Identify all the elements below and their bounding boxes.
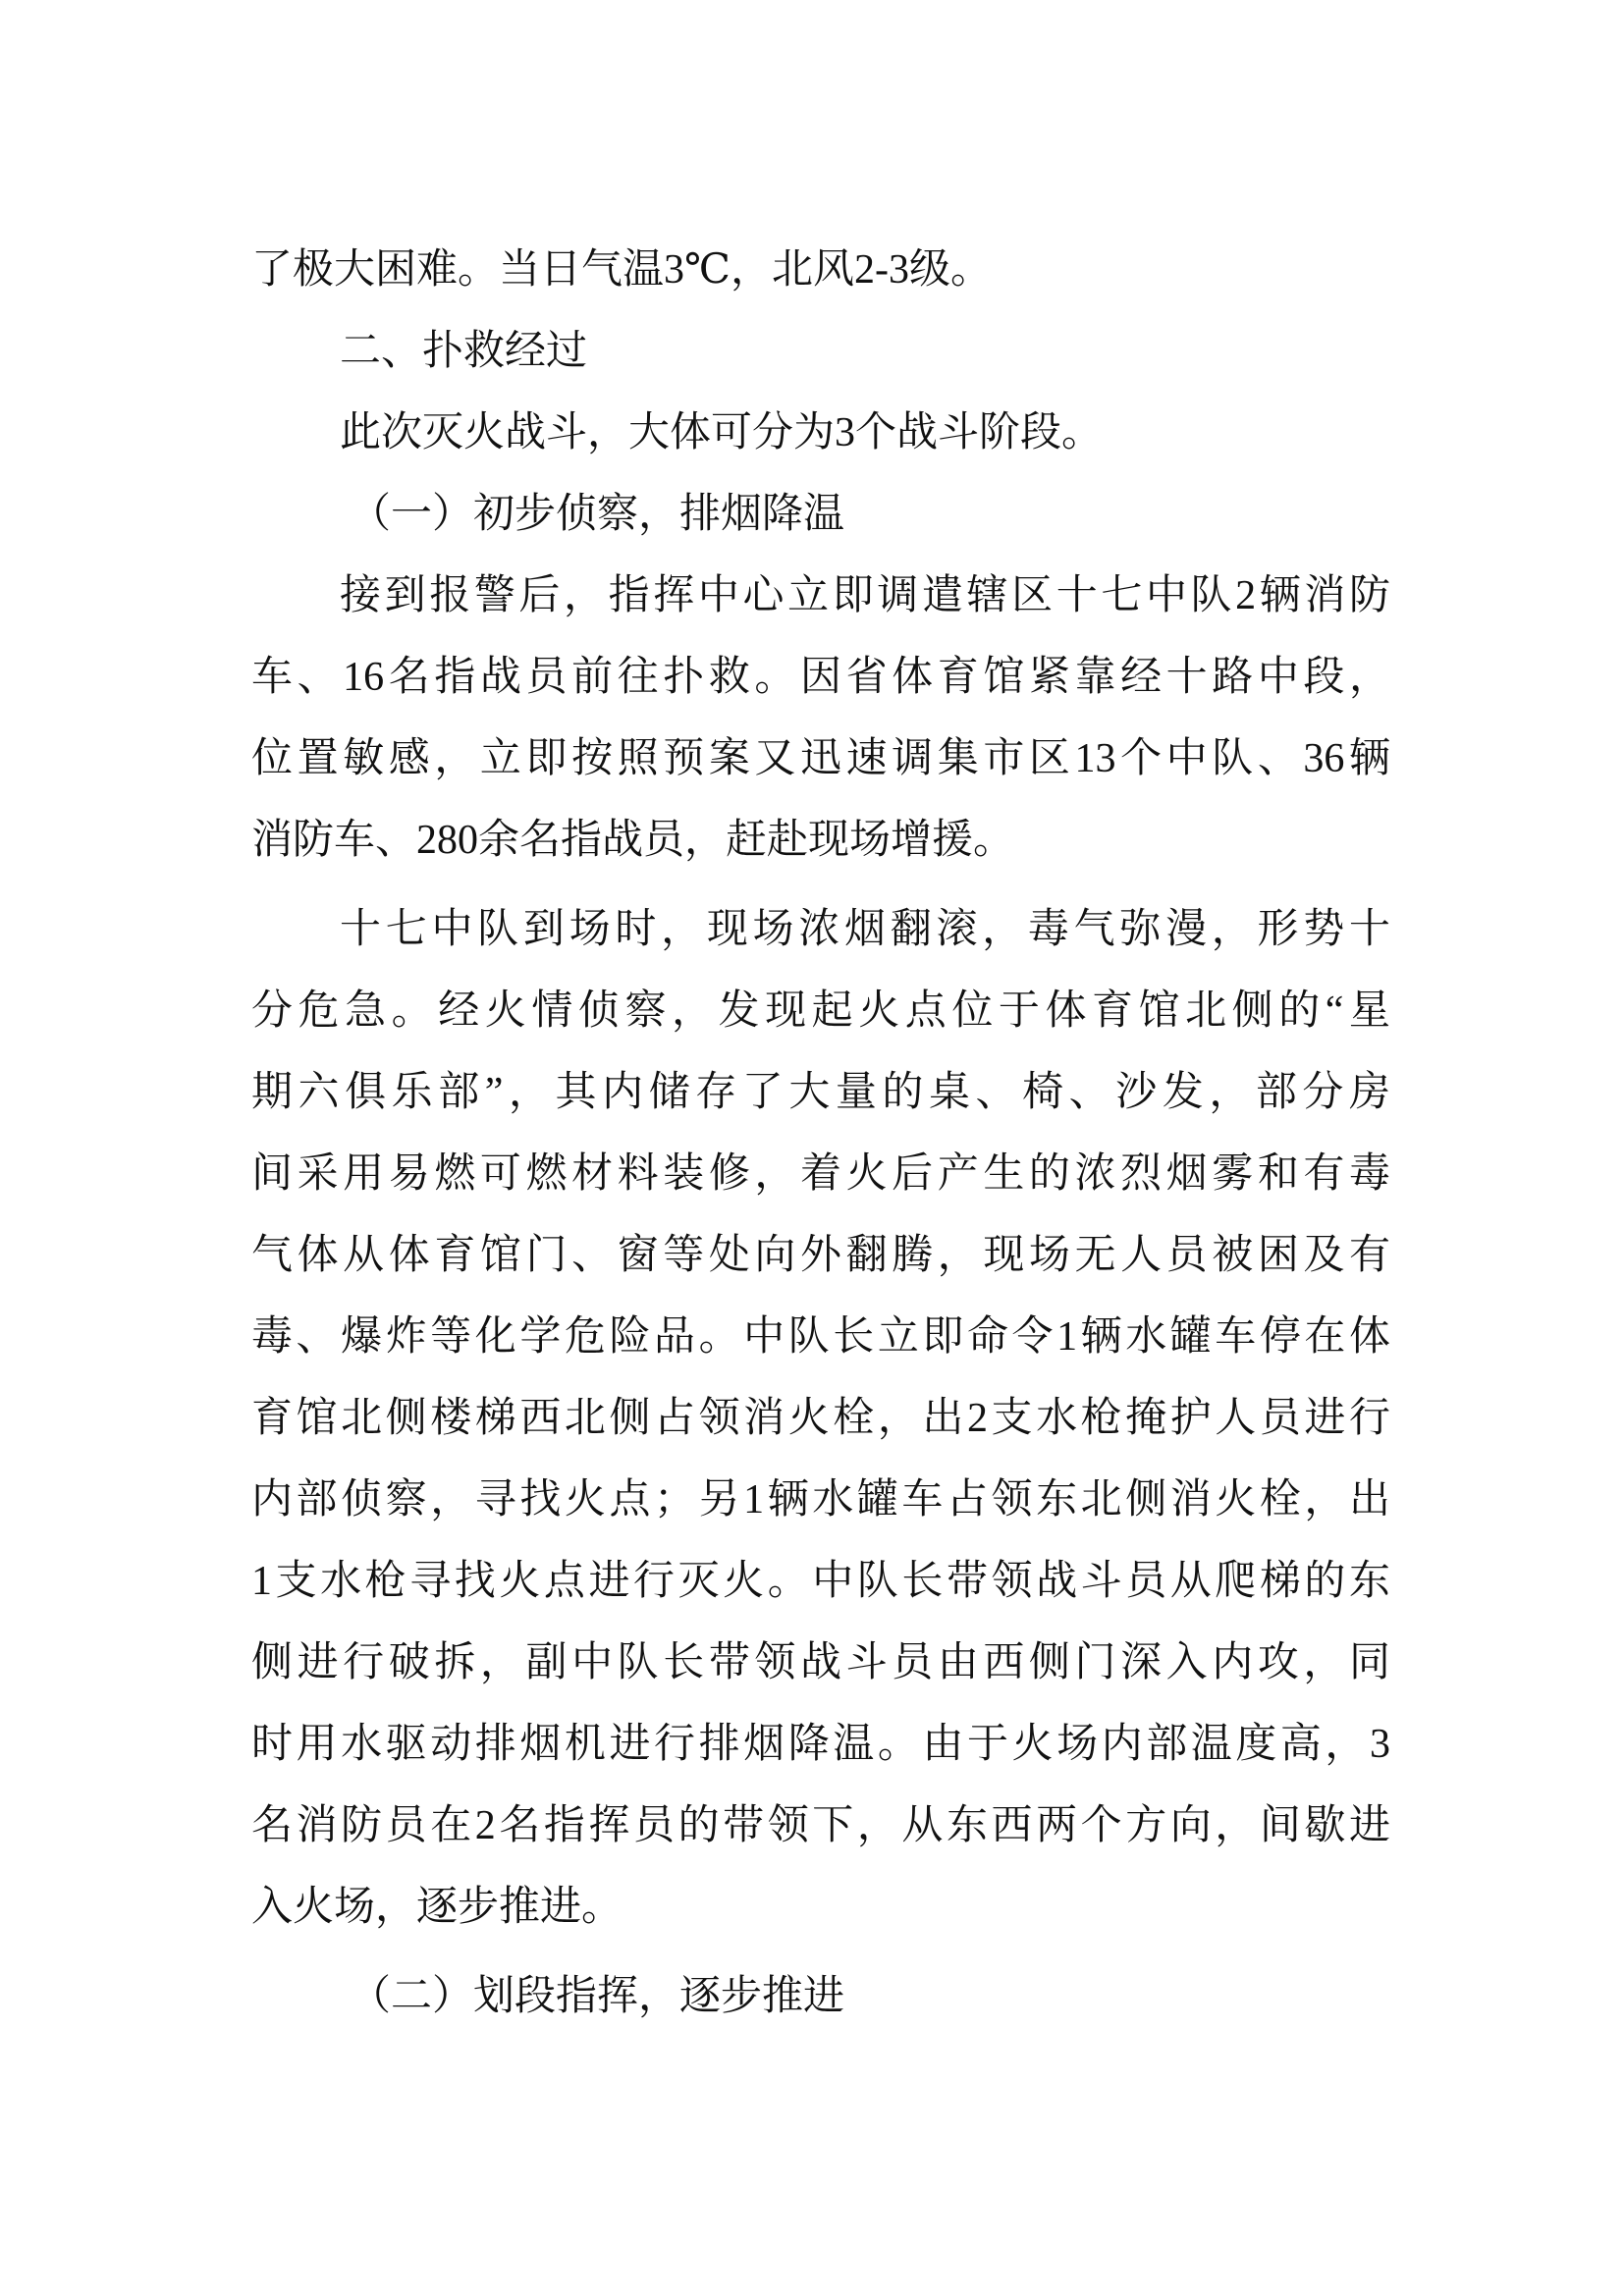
text-line: 此次灭火战斗，大体可分为3个战斗阶段。 (340, 410, 1104, 455)
subsection-heading: （一）初步侦察，排烟降温 (350, 492, 845, 537)
subsection-heading: （二）划段指挥，逐步推进 (350, 1974, 845, 2019)
text-line: 侧进行破拆，副中队长带领战斗员由西侧门深入内攻，同 (251, 1640, 1390, 1685)
text-line: 毒、爆炸等化学危险品。中队长立即命令1辆水罐车停在体 (251, 1314, 1390, 1360)
text-line: 名消防员在2名指挥员的带领下，从东西两个方向，间歇进 (251, 1803, 1390, 1848)
text-line: 入火场，逐步推进。 (251, 1885, 623, 1930)
text-line: 内部侦察，寻找火点；另1辆水罐车占领东北侧消火栓，出 (251, 1477, 1390, 1522)
text-line: 了极大困难。当日气温3℃，北风2-3级。 (251, 247, 992, 293)
text-line: 气体从体育馆门、窗等处向外翻腾，现场无人员被困及有 (251, 1233, 1390, 1278)
text-line: 车、16名指战员前往扑救。因省体育馆紧靠经十路中段， (251, 655, 1390, 700)
section-heading: 二、扑救经过 (340, 329, 588, 374)
text-line: 时用水驱动排烟机进行排烟降温。由于火场内部温度高，3 (251, 1722, 1390, 1767)
text-line: 分危急。经火情侦察，发现起火点位于体育馆北侧的“星 (251, 988, 1390, 1034)
text-line: 接到报警后，指挥中心立即调遣辖区十七中队2辆消防 (340, 573, 1390, 618)
text-line: 1支水枪寻找火点进行灭火。中队长带领战斗员从爬梯的东 (251, 1559, 1390, 1604)
text-line: 位置敏感，立即按照预案又迅速调集市区13个中队、36辆 (251, 736, 1390, 781)
text-line: 育馆北侧楼梯西北侧占领消火栓，出2支水枪掩护人员进行 (251, 1396, 1390, 1441)
text-line: 间采用易燃可燃材料装修，着火后产生的浓烈烟雾和有毒 (251, 1151, 1390, 1197)
document-page (251, 230, 1390, 2038)
text-line: 期六俱乐部”，其内储存了大量的桌、椅、沙发，部分房 (251, 1070, 1390, 1115)
text-line: 十七中队到场时，现场浓烟翻滚，毒气弥漫，形势十 (340, 907, 1390, 952)
text-line: 消防车、280余名指战员，赶赴现场增援。 (251, 818, 1015, 863)
